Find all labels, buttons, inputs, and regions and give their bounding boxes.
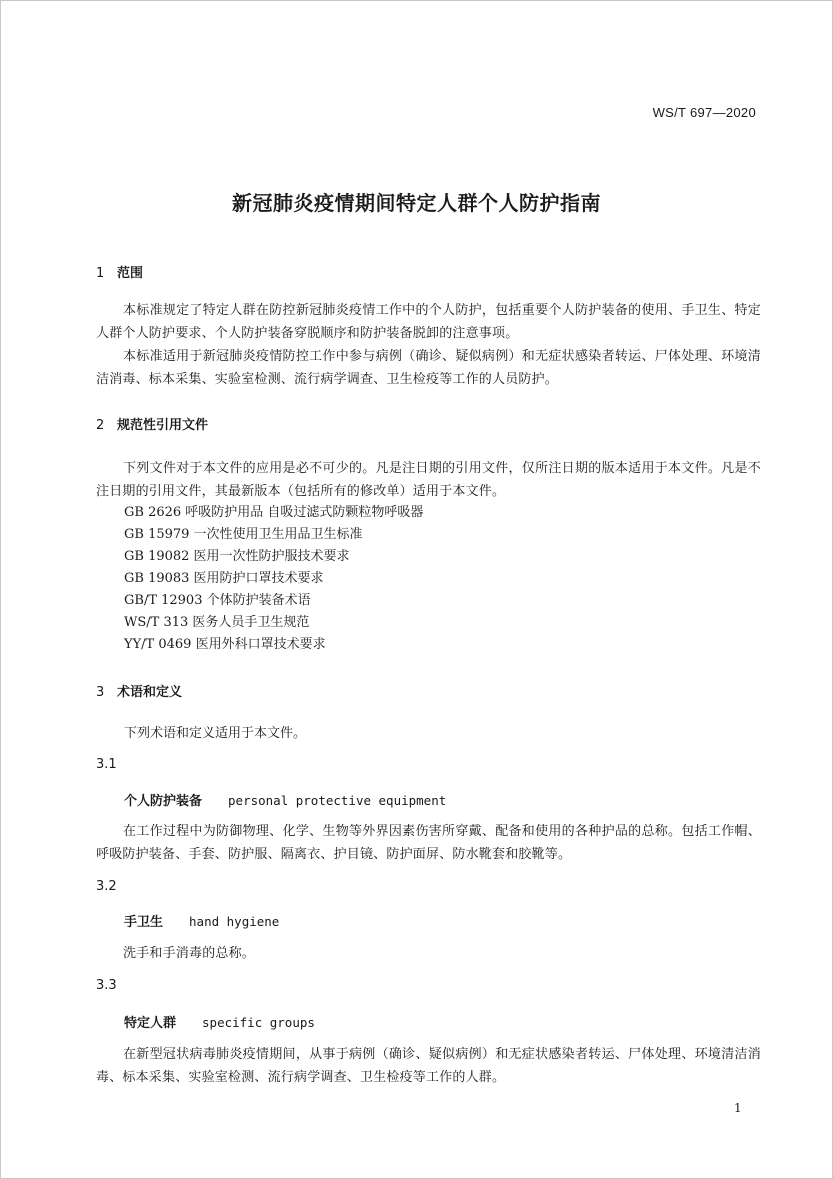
section-title: 范围 <box>117 266 144 281</box>
section-number: 2 <box>96 418 105 433</box>
clause-number: 3.2 <box>96 879 117 894</box>
document-title: 新冠肺炎疫情期间特定人群个人防护指南 <box>232 191 601 215</box>
references-intro: 下列文件对于本文件的应用是必不可少的。凡是注日期的引用文件，仅所注日期的版本适用于本文件。凡是不注日期的引用文件，其最新版本（包括所有的修改单）适用于本文件。 <box>96 461 761 499</box>
term-definition: 洗手和手消毒的总称。 <box>123 946 256 961</box>
term-english: hand hygiene <box>189 914 280 929</box>
term-entry <box>124 790 446 809</box>
page-number: 1 <box>734 1101 742 1115</box>
term-english: specific groups <box>202 1015 315 1030</box>
reference-item: GB 19082 医用一次性防护服技术要求 <box>124 549 350 564</box>
term-definition: 在新型冠状病毒肺炎疫情期间，从事于病例（确诊、疑似病例）和无症状感染者转运、尸体处理、环境清洁消毒、标本采集、实验室检测、流行病学调查、卫生检疫等工作的人群。 <box>96 1047 761 1085</box>
reference-item: YY/T 0469 医用外科口罩技术要求 <box>124 637 326 652</box>
clause-number: 3.1 <box>96 757 117 772</box>
reference-item: GB/T 12903 个体防护装备术语 <box>124 593 311 608</box>
scope-paragraph-1: 本标准规定了特定人群在防控新冠肺炎疫情工作中的个人防护，包括重要个人防护装备的使用、手卫生、特定人群个人防护要求、个人防护装备穿脱顺序和防护装备脱卸的注意事项。 <box>96 303 761 341</box>
section-number: 3 <box>96 685 105 700</box>
scope-paragraph-2: 本标准适用于新冠肺炎疫情防控工作中参与病例（确诊、疑似病例）和无症状感染者转运、尸体处理、环境清洁消毒、标本采集、实验室检测、流行病学调查、卫生检疫等工作的人员防护。 <box>96 349 761 387</box>
section-1-heading <box>96 262 143 281</box>
term-entry <box>124 1012 315 1031</box>
clause-number: 3.3 <box>96 978 117 993</box>
section-title: 规范性引用文件 <box>117 418 209 433</box>
section-number: 1 <box>96 266 105 281</box>
standard-code: WS/T 697—2020 <box>652 105 756 120</box>
term-chinese: 个人防护装备 <box>124 794 203 809</box>
term-chinese: 手卫生 <box>124 915 164 930</box>
reference-item: GB 15979 一次性使用卫生用品卫生标准 <box>124 527 363 542</box>
term-entry <box>124 911 279 930</box>
section-2-heading <box>96 414 208 433</box>
reference-item: GB 19083 医用防护口罩技术要求 <box>124 571 324 586</box>
term-english: personal protective equipment <box>228 793 447 808</box>
reference-item: WS/T 313 医务人员手卫生规范 <box>124 615 310 630</box>
section-title: 术语和定义 <box>117 685 183 700</box>
term-definition: 在工作过程中为防御物理、化学、生物等外界因素伤害所穿戴、配备和使用的各种护品的总称。包括工作帽、呼吸防护装备、手套、防护服、隔离衣、护目镜、防护面屏、防水靴套和胶靴等。 <box>96 824 761 862</box>
terms-intro: 下列术语和定义适用于本文件。 <box>124 726 307 741</box>
reference-item: GB 2626 呼吸防护用品 自吸过滤式防颗粒物呼吸器 <box>124 505 424 520</box>
term-chinese: 特定人群 <box>124 1016 177 1031</box>
section-3-heading <box>96 681 182 700</box>
